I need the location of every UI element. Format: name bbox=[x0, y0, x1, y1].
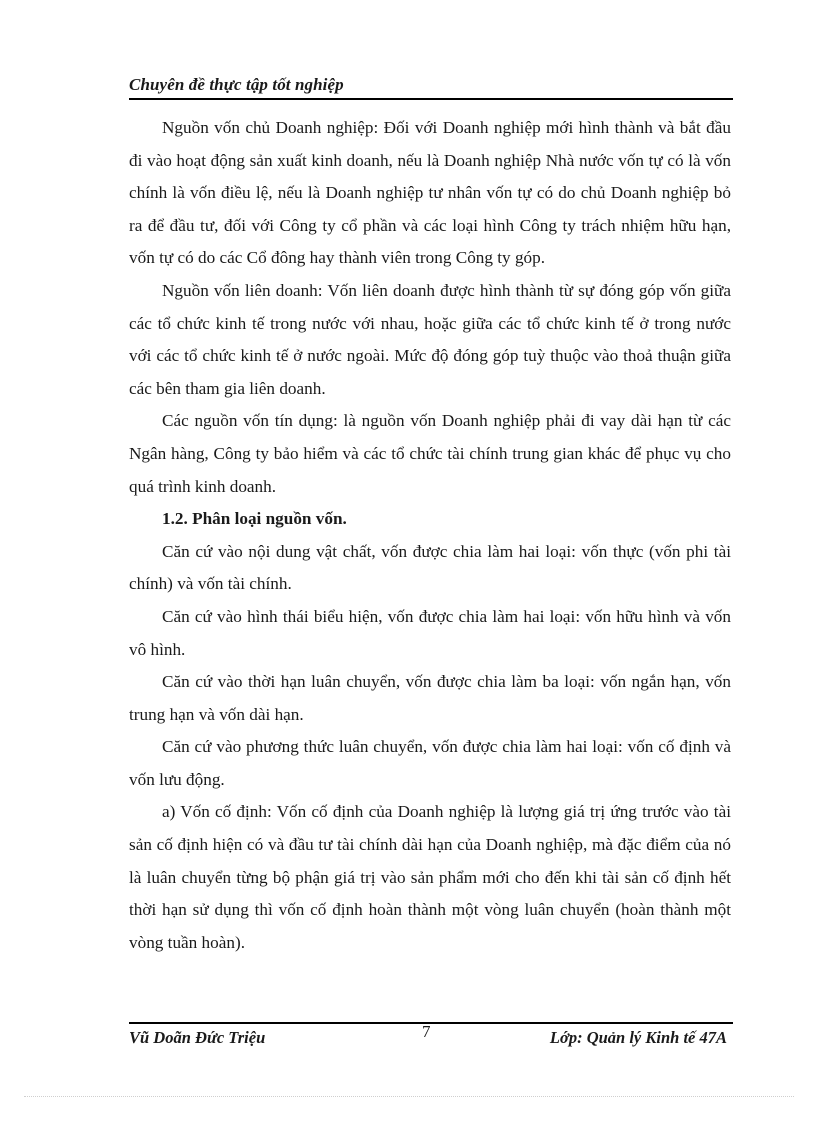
section-heading: 1.2. Phân loại nguồn vốn. bbox=[162, 509, 347, 529]
page-footer bbox=[129, 1022, 733, 1048]
document-body bbox=[129, 112, 731, 959]
footer-class-label: Lớp: Quản lý Kinh tế 47A bbox=[549, 1028, 727, 1047]
footer-author: Vũ Doãn Đức Triệu bbox=[129, 1028, 266, 1047]
page-bottom-divider bbox=[24, 1096, 794, 1097]
page-number: 7 bbox=[422, 1022, 431, 1041]
paragraph-fixed-capital: a) Vốn cố định: Vốn cố định của Doanh nghiệp là lượng giá trị ứng trước vào tài sản cố định hiện có và đầu tư tài chính dài hạn của Doanh nghiệp, mà đặc điểm của nó là luân chuyển từng bộ phận giá trị vào sản phẩm mới cho đến khi tài sản cố định hết thời hạn sử dụng thì vốn cố định hoàn thành một vòng luân chuyển (hoàn thành một vòng tuần hoàn). bbox=[129, 802, 731, 952]
paragraph-term: Căn cứ vào thời hạn luân chuyển, vốn được chia làm ba loại: vốn ngắn hạn, vốn trung hạn và vốn dài hạn. bbox=[129, 672, 731, 724]
paragraph-equity-capital: Nguồn vốn chủ Doanh nghiệp: Đối với Doanh nghiệp mới hình thành và bắt đầu đi vào hoạt động sản xuất kinh doanh, nếu là Doanh nghiệp Nhà nước vốn tự có là vốn chính là vốn điều lệ, nếu là Doanh nghiệp tư nhân vốn tự có do chủ Doanh nghiệp bỏ ra để đầu tư, đối với Công ty cổ phần và các loại hình Công ty trách nhiệm hữu hạn, vốn tự có do các Cổ đông hay thành viên trong Công ty góp. bbox=[129, 118, 731, 268]
header-title: Chuyên đề thực tập tốt nghiệp bbox=[129, 75, 344, 94]
paragraph-form: Căn cứ vào hình thái biểu hiện, vốn được chia làm hai loại: vốn hữu hình và vốn vô hình. bbox=[129, 606, 731, 659]
paragraph-circulation-method: Căn cứ vào phương thức luân chuyển, vốn được chia làm hai loại: vốn cố định và vốn lưu động. bbox=[129, 737, 731, 789]
page-header bbox=[129, 76, 733, 100]
paragraph-credit-capital: Các nguồn vốn tín dụng: là nguồn vốn Doanh nghiệp phải đi vay dài hạn từ các Ngân hàng, Công ty bảo hiểm và các tổ chức tài chính trung gian khác để phục vụ cho quá trình kinh doanh. bbox=[129, 411, 731, 496]
paragraph-material-content: Căn cứ vào nội dung vật chất, vốn được chia làm hai loại: vốn thực (vốn phi tài chính) và vốn tài chính. bbox=[129, 541, 731, 594]
paragraph-joint-venture-capital: Nguồn vốn liên doanh: Vốn liên doanh được hình thành từ sự đóng góp vốn giữa các tổ chức kinh tế trong nước với nhau, hoặc giữa các tổ chức kinh tế ở trong nước với các tổ chức kinh tế ở nước ngoài. Mức độ đóng góp tuỳ thuộc vào thoả thuận giữa các bên tham gia liên doanh. bbox=[129, 280, 731, 398]
